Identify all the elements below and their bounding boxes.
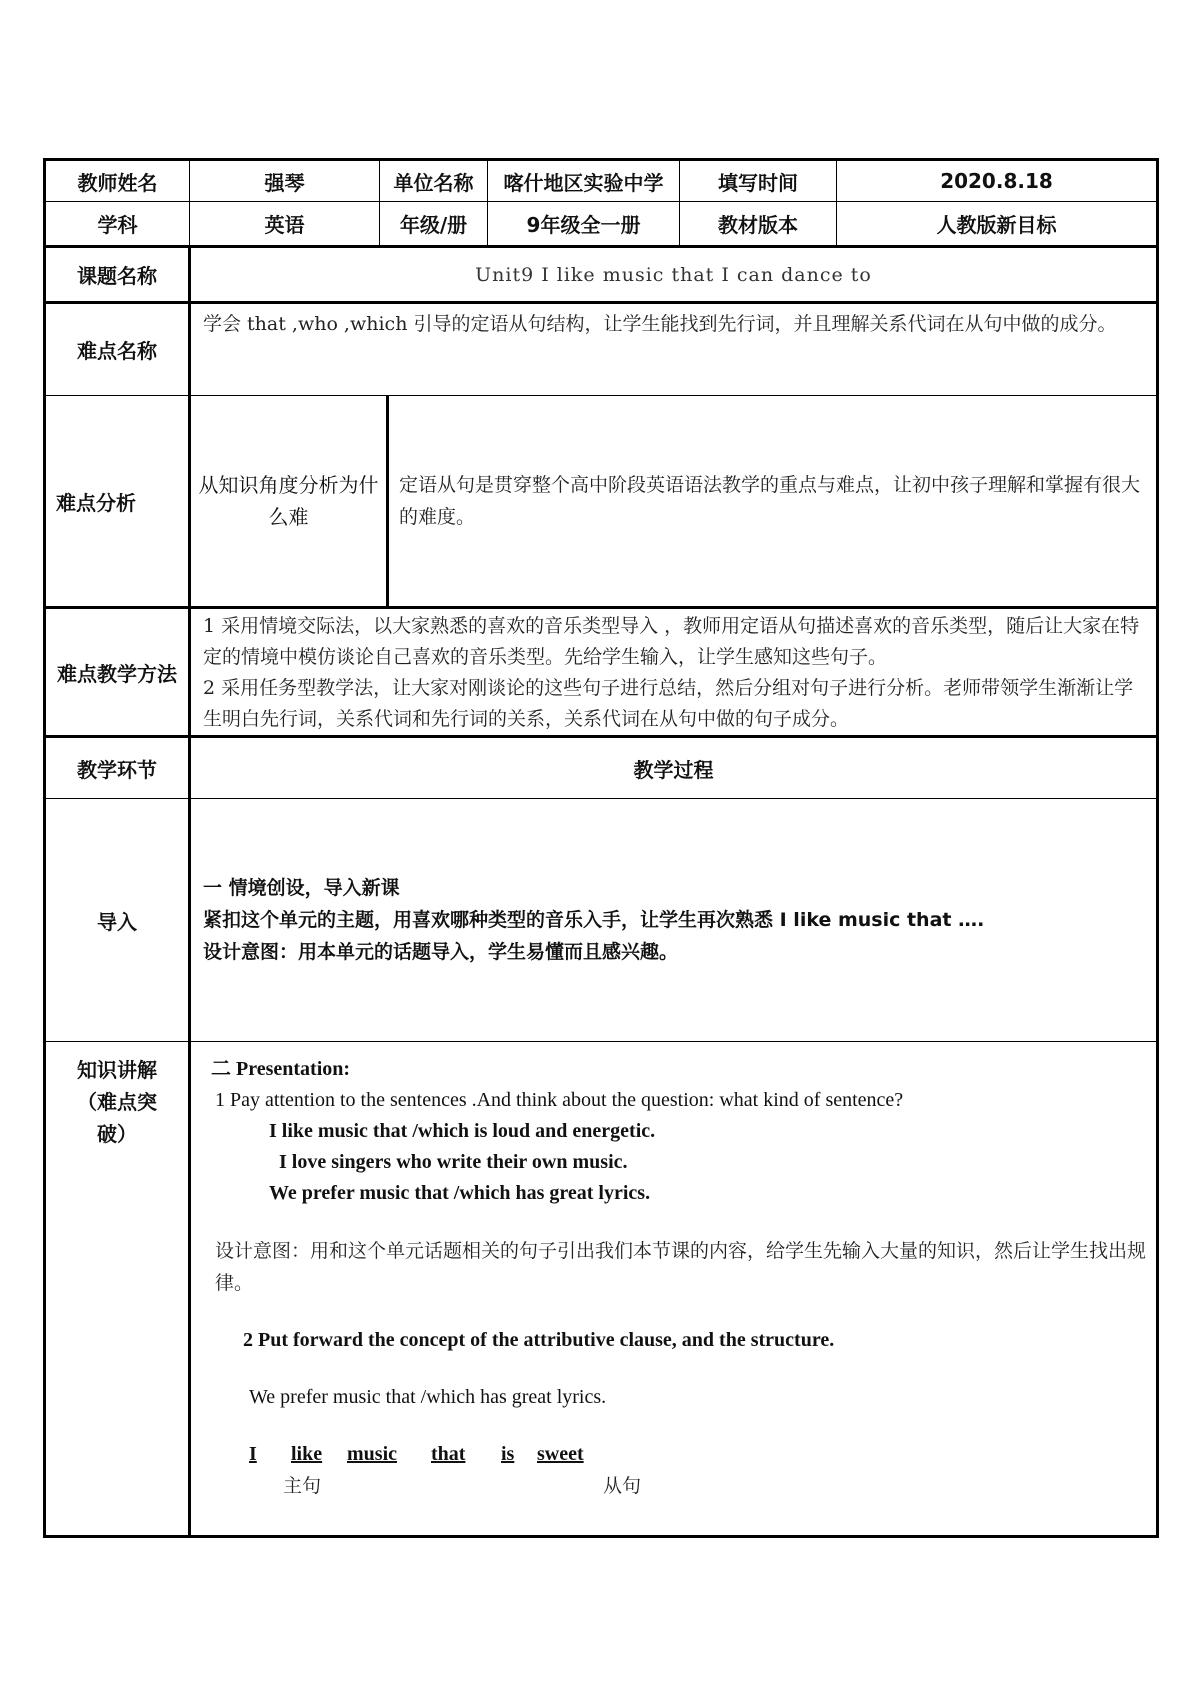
grade-label: 年级/册 — [380, 202, 488, 247]
intro-line-3: 设计意图：用本单元的话题导入，学生易懂而且感兴趣。 — [203, 941, 679, 963]
process-label: 教学环节 — [45, 737, 190, 799]
analysis-sublabel: 从知识角度分析为什么难 — [198, 473, 379, 529]
teacher-label: 教师姓名 — [45, 160, 190, 202]
edition-label: 教材版本 — [680, 202, 837, 247]
sentence-2: I love singers who write their own music. — [279, 1151, 628, 1173]
lesson-plan-table — [43, 158, 1159, 1538]
method-row — [45, 608, 1158, 737]
process-value: 教学过程 — [190, 737, 1158, 799]
presentation-heading: 二 Presentation: — [211, 1058, 351, 1080]
struct-word: that — [431, 1443, 466, 1465]
spacer — [211, 1299, 1146, 1325]
question-2: 2 Put forward the concept of the attributive clause, and the structure. — [243, 1329, 835, 1351]
analysis-sublabel-cell — [191, 396, 389, 606]
difficulty-row — [45, 303, 1158, 396]
sub-clause-label: 从句 — [603, 1475, 642, 1497]
structure-line — [211, 1439, 1146, 1470]
subject-value: 英语 — [190, 202, 380, 247]
struct-word: I — [249, 1443, 257, 1465]
header-row-1 — [45, 160, 1158, 202]
lesson-plan-form — [43, 158, 1156, 1538]
knowledge-row — [45, 1042, 1158, 1537]
intro-row — [45, 799, 1158, 1042]
method-text — [190, 608, 1158, 737]
date-label: 填写时间 — [680, 160, 837, 202]
topic-label: 课题名称 — [45, 247, 190, 303]
clause-labels — [211, 1470, 1146, 1502]
subject-label: 学科 — [45, 202, 190, 247]
main-clause-label: 主句 — [283, 1475, 322, 1497]
header-row-2 — [45, 202, 1158, 247]
knowledge-label-1: 知识讲解 — [77, 1058, 157, 1082]
knowledge-label-cell — [45, 1042, 190, 1537]
spacer — [211, 1413, 1146, 1439]
method-para-2: 2 采用任务型教学法，让大家对刚谈论的这些句子进行总结，然后分组对句子进行分析。老师带领学生渐渐让学生明白先行词，关系代词和先行词的关系，关系代词在从句中做的句子成分。 — [203, 677, 1134, 730]
struct-word: like — [291, 1443, 323, 1465]
grade-value: 9年级全一册 — [488, 202, 680, 247]
design-intent: 设计意图：用和这个单元话题相关的句子引出我们本节课的内容，给学生先输入大量的知识，然后让学生找出规律。 — [215, 1240, 1147, 1294]
analysis-row — [45, 396, 1158, 608]
unit-label: 单位名称 — [380, 160, 488, 202]
difficulty-label: 难点名称 — [45, 303, 190, 396]
sentence-3: We prefer music that /which has great lyrics. — [269, 1182, 651, 1204]
edition-value: 人教版新目标 — [837, 202, 1158, 247]
example-sentence: We prefer music that /which has great lyrics. — [249, 1386, 607, 1408]
topic-row — [45, 247, 1158, 303]
question-1: 1 Pay attention to the sentences .And think about the question: what kind of sentence? — [215, 1089, 904, 1111]
sentence-1: I like music that /which is loud and energetic. — [269, 1120, 656, 1142]
knowledge-label-2: （难点突 — [77, 1090, 157, 1114]
analysis-content — [190, 396, 1158, 608]
topic-value: Unit9 I like music that I can dance to — [190, 247, 1158, 303]
analysis-text-cell — [389, 396, 1156, 606]
analysis-label: 难点分析 — [45, 396, 190, 608]
spacer — [211, 1356, 1146, 1382]
process-header-row — [45, 737, 1158, 799]
date-value: 2020.8.18 — [837, 160, 1158, 202]
intro-label: 导入 — [45, 799, 190, 1042]
intro-content — [190, 799, 1158, 1042]
struct-word: is — [501, 1443, 515, 1465]
difficulty-text: 学会 that ,who ,which 引导的定语从句结构，让学生能找到先行词，并且理解关系代词在从句中做的成分。 — [190, 303, 1158, 396]
intro-line-2: 紧扣这个单元的主题，用喜欢哪种类型的音乐入手，让学生再次熟悉 I like music that …. — [203, 909, 985, 931]
unit-value: 喀什地区实验中学 — [488, 160, 680, 202]
analysis-text: 定语从句是贯穿整个高中阶段英语语法教学的重点与难点，让初中孩子理解和掌握有很大的难度。 — [399, 474, 1141, 528]
teacher-value: 强琴 — [190, 160, 380, 202]
knowledge-label-3: 破） — [97, 1122, 137, 1146]
intro-line-1: 一 情境创设，导入新课 — [203, 877, 400, 899]
spacer — [211, 1209, 1146, 1235]
struct-word: sweet — [537, 1443, 584, 1465]
method-para-1: 1 采用情境交际法，以大家熟悉的喜欢的音乐类型导入 ，教师用定语从句描述喜欢的音乐类型，随后让大家在特定的情境中模仿谈论自己喜欢的音乐类型。先给学生输入，让学生感知这些句子。 — [203, 615, 1140, 668]
analysis-split — [191, 396, 1156, 606]
struct-word: music — [347, 1443, 397, 1465]
method-label: 难点教学方法 — [45, 608, 190, 737]
knowledge-content — [190, 1042, 1158, 1537]
